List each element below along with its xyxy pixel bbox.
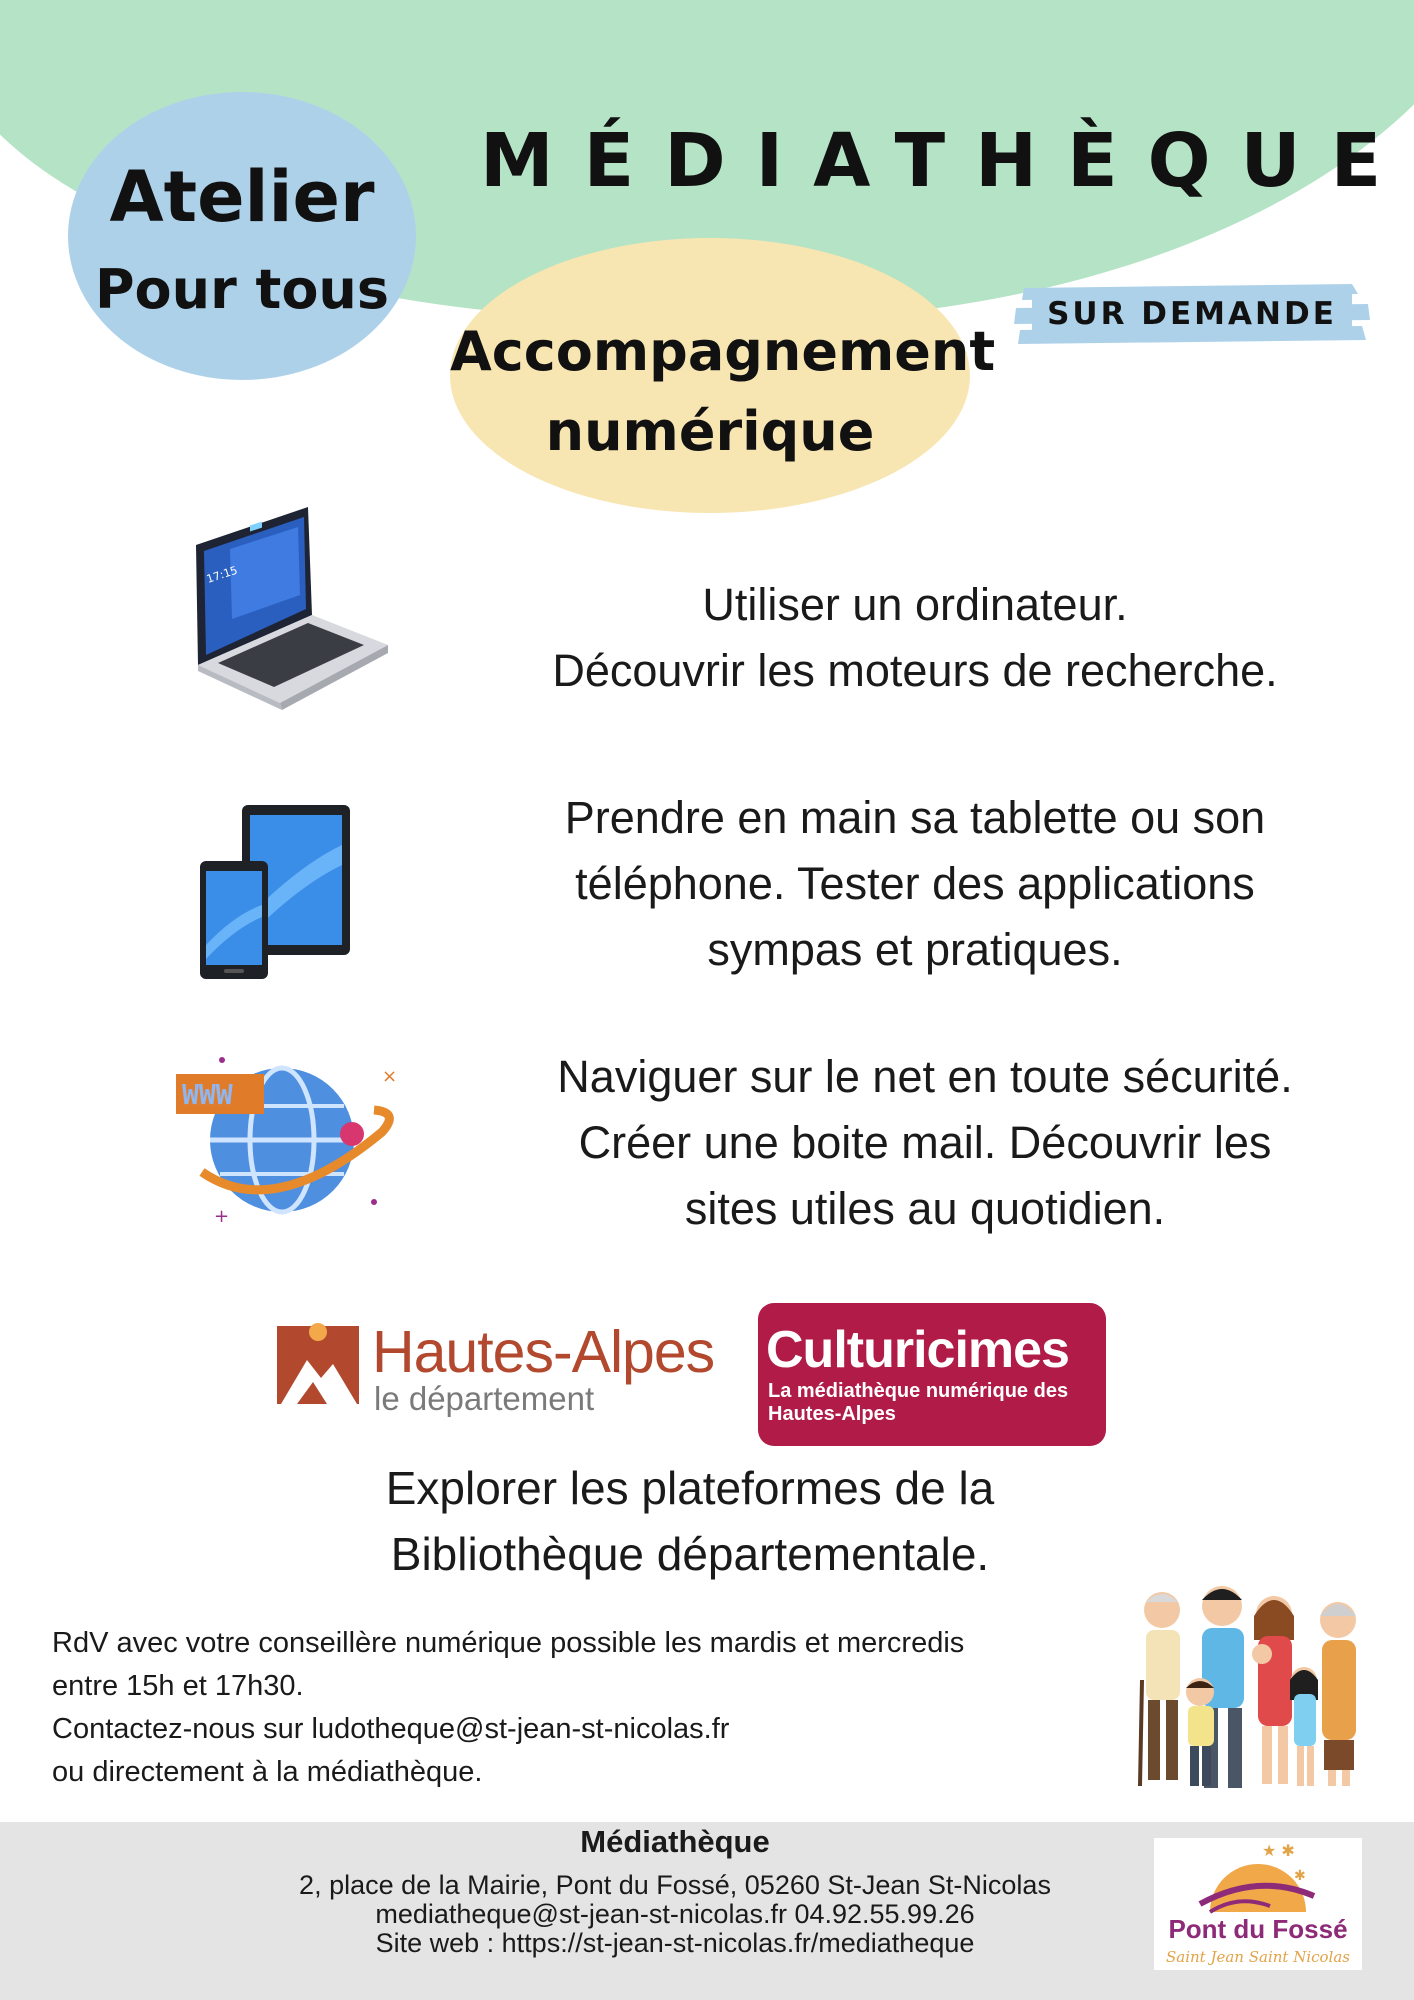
rdv-line: RdV avec votre conseillère numérique possible les mardis et mercredis: [52, 1627, 965, 1659]
laptop-screen-time: 17:15: [204, 563, 240, 586]
culturicimes-logo-name: Culturicimes: [766, 1321, 1069, 1379]
footer-address: 2, place de la Mairie, Pont du Fossé, 05260 St-Jean St-Nicolas: [299, 1870, 1051, 1900]
pont-du-fosse-logo-sub: Saint Jean Saint Nicolas: [1166, 1948, 1350, 1966]
accompagnement-label: Accompagnement numérique: [450, 320, 996, 463]
svg-text:×: ×: [382, 1066, 398, 1087]
svg-text:+: +: [214, 1206, 230, 1227]
footer-title: Médiathèque: [580, 1824, 770, 1859]
pour-tous-label: Pour tous: [94, 258, 390, 321]
explore-text: Explorer les plateformes de la Bibliothèque départementale.: [385, 1462, 995, 1580]
hautes-alpes-logo-sub: le département: [374, 1380, 595, 1417]
culturicimes-logo-sub: La médiathèque numérique des Hautes-Alpes: [768, 1380, 1069, 1425]
feature-text-internet: Naviguer sur le net en toute sécurité. Créer une boite mail. Découvrir les sites utiles au quotidien.: [557, 1051, 1293, 1234]
rdv-info: [52, 1622, 1132, 1794]
atelier-label: Atelier: [109, 156, 375, 238]
rdv-line: ou directement à la médiathèque.: [52, 1756, 483, 1788]
laptop-icon: [190, 505, 390, 710]
page-title: MÉDIATHÈQUE: [480, 118, 1412, 204]
svg-text:✱: ✱: [1294, 1868, 1306, 1884]
hautes-alpes-logo-name: Hautes-Alpes: [372, 1319, 715, 1385]
feature-text-tablet: Prendre en main sa tablette ou son téléphone. Tester des applications sympas et pratiques.: [564, 792, 1266, 975]
family-illustration-icon: [1134, 1580, 1364, 1792]
pont-du-fosse-sun-icon: [1190, 1838, 1326, 1914]
hautes-alpes-mountain-icon: [277, 1320, 359, 1408]
tablet-phone-icon: [200, 805, 352, 980]
globe-www-icon: [174, 1052, 406, 1230]
rdv-line: Contactez-nous sur ludotheque@st-jean-st-nicolas.fr: [52, 1713, 730, 1745]
footer-website[interactable]: Site web : https://st-jean-st-nicolas.fr/mediatheque: [375, 1928, 975, 1958]
svg-text:★ ✱: ★ ✱: [1262, 1841, 1295, 1860]
footer-contact[interactable]: mediatheque@st-jean-st-nicolas.fr 04.92.55.99.26: [375, 1899, 975, 1929]
pont-du-fosse-logo-name: Pont du Fossé: [1168, 1914, 1348, 1944]
sur-demande-label: SUR DEMANDE: [1047, 296, 1337, 332]
feature-text-computer: Utiliser un ordinateur. Découvrir les moteurs de recherche.: [552, 579, 1278, 696]
rdv-line: entre 15h et 17h30.: [52, 1670, 304, 1702]
www-badge-label: WWW: [182, 1078, 233, 1111]
